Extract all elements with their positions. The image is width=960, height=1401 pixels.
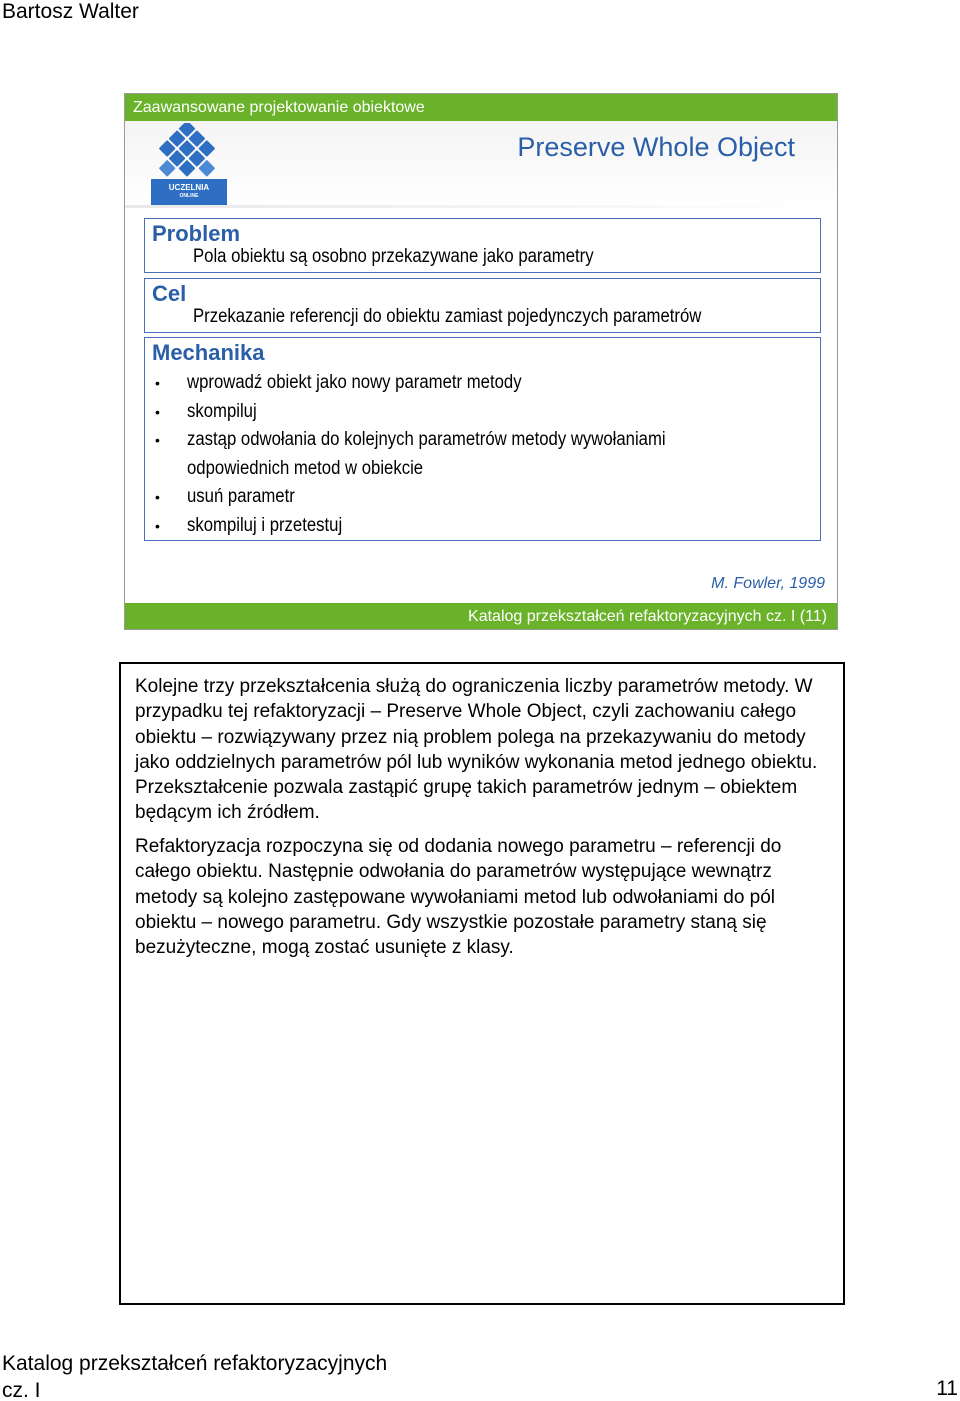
mechanika-list xyxy=(153,369,813,540)
list-item xyxy=(153,369,813,398)
slide-divider xyxy=(125,205,837,208)
logo-text xyxy=(153,183,225,201)
logo-label: UCZELNIA xyxy=(168,183,210,192)
footer-line-1: Katalog przekształceń refaktoryzacyjnych xyxy=(2,1352,388,1375)
bullet-icon: • xyxy=(155,375,160,391)
course-title: Zaawansowane projektowanie obiektowe xyxy=(133,99,425,116)
list-item-text: zastąp odwołania do kolejnych parametrów metody wywołaniami xyxy=(187,429,666,450)
bullet-icon: • xyxy=(155,403,160,420)
cel-text: Przekazanie referencji do obiektu zamiast pojedynczych parametrów xyxy=(193,306,702,327)
citation: M. Fowler, 1999 xyxy=(711,575,825,592)
list-item-text: odpowiednich metod w obiekcie xyxy=(187,457,424,479)
notes-paragraph-2: Refaktoryzacja rozpoczyna się od dodania nowego parametru – referencji do całego obiektu. Następnie odwołania do parametrów występujące wewnątrz metody są kolejno zastępowane wywołaniami metod lub odwołaniami do pól obiektu – nowego parametru. Gdy wszystkie pozostałe parametry staną się bezużyteczne, mogą zostać usunięte z klasy. xyxy=(135,836,782,959)
page-number: 11 xyxy=(936,1377,958,1400)
list-item-text: wprowadź obiekt jako nowy parametr metody xyxy=(187,372,522,393)
slide-title: Preserve Whole Object xyxy=(517,132,795,162)
list-item xyxy=(153,483,813,512)
bullet-icon: • xyxy=(155,489,160,505)
logo-sublabel: ONLINE xyxy=(179,193,199,199)
page-footer xyxy=(2,1350,387,1401)
problem-heading: Problem xyxy=(152,221,241,246)
slide-top-bar xyxy=(125,94,837,121)
slide-footer-text: Katalog przekształceń refaktoryzacyjnych cz. I (11) xyxy=(468,608,827,625)
problem-box xyxy=(144,218,821,273)
list-item xyxy=(153,398,813,427)
cel-heading: Cel xyxy=(152,281,187,306)
problem-text: Pola obiektu są osobno przekazywane jako parametry xyxy=(193,246,594,267)
slide xyxy=(124,93,838,630)
cel-box xyxy=(144,278,821,333)
footer-line-2: cz. I xyxy=(2,1379,41,1401)
slide-header xyxy=(125,121,837,207)
mechanika-box xyxy=(144,337,821,541)
list-item-continuation xyxy=(153,455,813,484)
bullet-icon: • xyxy=(155,517,160,534)
list-item xyxy=(153,426,813,455)
list-item xyxy=(153,512,813,541)
uczelnia-online-logo xyxy=(137,123,237,205)
mechanika-heading: Mechanika xyxy=(152,340,265,365)
notes-paragraph-1: Kolejne trzy przekształcenia służą do ograniczenia liczby parametrów metody. W przypadku tej refaktoryzacji – Preserve Whole Object, czyli zachowaniu całego obiektu – rozwiązywany przez nią problem polega na przekazywaniu do metody jako oddzielnych parametrów pól lub wyników wykonania metod jednego obiektu. Przekształcenie pozwala zastąpić grupę takich parametrów jednym – obiektem będącym ich źródłem. xyxy=(135,676,818,824)
notes-box xyxy=(119,662,845,1305)
page-author: Bartosz Walter xyxy=(2,0,139,23)
list-item-text: usuń parametr xyxy=(187,486,295,507)
bullet-icon: • xyxy=(155,432,160,448)
list-item-text: skompiluj i przetestuj xyxy=(187,514,343,536)
slide-footer-bar xyxy=(125,603,837,630)
list-item-text: skompiluj xyxy=(187,400,257,422)
